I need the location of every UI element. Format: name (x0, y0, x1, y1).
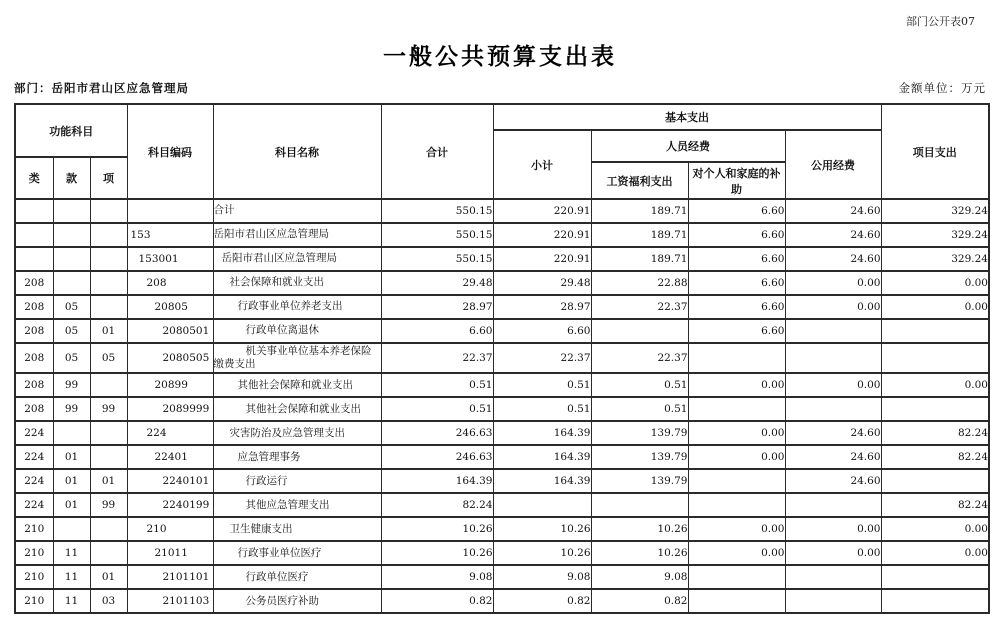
cell-subtotal: 10.26 (493, 541, 591, 565)
cell-total: 29.48 (381, 271, 493, 295)
table-row (15, 343, 989, 373)
cell-subject-name: 合计 (213, 199, 381, 223)
cell-salary-welfare: 0.51 (591, 397, 688, 421)
table-row (15, 421, 989, 445)
cell-item (90, 271, 127, 295)
cell-subject-code (127, 199, 213, 223)
header-subtotal: 小计 (493, 130, 591, 199)
cell-subject-name: 社会保障和就业支出 (213, 271, 381, 295)
table-row (15, 319, 989, 343)
cell-subtotal: 10.26 (493, 517, 591, 541)
cell-salary-welfare: 0.51 (591, 373, 688, 397)
cell-project-expenditure: 329.24 (881, 199, 989, 223)
table-row (15, 397, 989, 421)
cell-salary-welfare: 22.88 (591, 271, 688, 295)
cell-salary-welfare: 9.08 (591, 565, 688, 589)
header-salary-welfare: 工资福利支出 (591, 162, 688, 199)
cell-item: 05 (90, 343, 127, 373)
cell-section: 05 (53, 343, 90, 373)
table-row (15, 469, 989, 493)
cell-subject-name: 岳阳市君山区应急管理局 (213, 223, 381, 247)
cell-subtotal: 0.51 (493, 397, 591, 421)
table-row (15, 589, 989, 613)
cell-public-funds: 24.60 (785, 199, 881, 223)
table-body (15, 199, 989, 613)
cell-project-expenditure: 0.00 (881, 295, 989, 319)
cell-salary-welfare: 0.82 (591, 589, 688, 613)
cell-item: 99 (90, 493, 127, 517)
cell-subject-name: 卫生健康支出 (213, 517, 381, 541)
cell-total: 550.15 (381, 223, 493, 247)
header-func-subject: 功能科目 (15, 104, 127, 157)
cell-subject-name: 行政运行 (213, 469, 381, 493)
cell-public-funds (785, 493, 881, 517)
table-row (15, 271, 989, 295)
cell-category: 208 (15, 343, 53, 373)
cell-salary-welfare: 22.37 (591, 343, 688, 373)
cell-section: 99 (53, 373, 90, 397)
header-item: 项 (90, 157, 127, 199)
cell-section (53, 199, 90, 223)
cell-total: 246.63 (381, 445, 493, 469)
cell-salary-welfare: 139.79 (591, 421, 688, 445)
cell-project-expenditure: 0.00 (881, 373, 989, 397)
cell-subject-name: 其他社会保障和就业支出 (213, 397, 381, 421)
cell-subject-code: 153 (127, 223, 213, 247)
cell-subject-name: 公务员医疗补助 (213, 589, 381, 613)
cell-public-funds: 0.00 (785, 373, 881, 397)
header-subject-name: 科目名称 (213, 104, 381, 199)
cell-salary-welfare: 139.79 (591, 445, 688, 469)
cell-project-expenditure: 82.24 (881, 493, 989, 517)
cell-total: 6.60 (381, 319, 493, 343)
cell-subject-code: 21011 (127, 541, 213, 565)
cell-section: 11 (53, 541, 90, 565)
cell-total: 0.51 (381, 397, 493, 421)
cell-category (15, 199, 53, 223)
cell-public-funds: 0.00 (785, 295, 881, 319)
cell-subject-name: 应急管理事务 (213, 445, 381, 469)
table-row (15, 541, 989, 565)
cell-item (90, 199, 127, 223)
cell-subject-name: 灾害防治及应急管理支出 (213, 421, 381, 445)
cell-individual-family: 6.60 (688, 271, 785, 295)
table-row (15, 247, 989, 271)
cell-item: 01 (90, 469, 127, 493)
cell-project-expenditure (881, 565, 989, 589)
cell-individual-family (688, 469, 785, 493)
cell-salary-welfare (591, 493, 688, 517)
cell-subtotal (493, 493, 591, 517)
cell-category (15, 247, 53, 271)
cell-item (90, 421, 127, 445)
cell-subtotal: 0.82 (493, 589, 591, 613)
cell-item: 01 (90, 319, 127, 343)
cell-subject-code: 20805 (127, 295, 213, 319)
cell-item: 99 (90, 397, 127, 421)
cell-subject-code: 20899 (127, 373, 213, 397)
cell-section (53, 421, 90, 445)
cell-subject-name: 行政事业单位医疗 (213, 541, 381, 565)
cell-subject-code: 2080505 (127, 343, 213, 373)
amount-unit-label: 金额单位：万元 (898, 81, 986, 95)
cell-category: 210 (15, 541, 53, 565)
cell-category: 208 (15, 319, 53, 343)
cell-total: 246.63 (381, 421, 493, 445)
cell-individual-family: 0.00 (688, 517, 785, 541)
cell-individual-family: 6.60 (688, 295, 785, 319)
cell-salary-welfare: 139.79 (591, 469, 688, 493)
cell-project-expenditure: 329.24 (881, 247, 989, 271)
cell-subject-code: 153001 (127, 247, 213, 271)
cell-public-funds: 24.60 (785, 469, 881, 493)
table-row (15, 565, 989, 589)
header-total: 合计 (381, 104, 493, 199)
header-public-funds: 公用经费 (785, 130, 881, 199)
cell-item: 03 (90, 589, 127, 613)
cell-subject-name: 其他社会保障和就业支出 (213, 373, 381, 397)
cell-individual-family: 0.00 (688, 541, 785, 565)
cell-individual-family: 0.00 (688, 445, 785, 469)
cell-subtotal: 0.51 (493, 373, 591, 397)
cell-item: 01 (90, 565, 127, 589)
cell-category: 224 (15, 493, 53, 517)
header-subject-code: 科目编码 (127, 104, 213, 199)
cell-project-expenditure: 82.24 (881, 421, 989, 445)
cell-subject-name: 其他应急管理支出 (213, 493, 381, 517)
budget-table (14, 103, 990, 614)
cell-subject-name: 行政事业单位养老支出 (213, 295, 381, 319)
cell-project-expenditure (881, 397, 989, 421)
cell-individual-family: 6.60 (688, 319, 785, 343)
cell-individual-family (688, 397, 785, 421)
cell-section: 01 (53, 469, 90, 493)
cell-salary-welfare: 189.71 (591, 199, 688, 223)
cell-individual-family: 6.60 (688, 199, 785, 223)
header-category: 类 (15, 157, 53, 199)
cell-subtotal: 6.60 (493, 319, 591, 343)
cell-project-expenditure: 0.00 (881, 517, 989, 541)
cell-total: 28.97 (381, 295, 493, 319)
cell-public-funds: 0.00 (785, 517, 881, 541)
cell-salary-welfare: 10.26 (591, 541, 688, 565)
cell-individual-family (688, 565, 785, 589)
table-row (15, 373, 989, 397)
cell-total: 9.08 (381, 565, 493, 589)
cell-item (90, 223, 127, 247)
cell-section (53, 271, 90, 295)
cell-individual-family (688, 343, 785, 373)
cell-section: 99 (53, 397, 90, 421)
cell-individual-family (688, 589, 785, 613)
cell-subject-code: 2101101 (127, 565, 213, 589)
cell-total: 10.26 (381, 517, 493, 541)
cell-subtotal: 220.91 (493, 199, 591, 223)
cell-section: 05 (53, 319, 90, 343)
cell-salary-welfare: 22.37 (591, 295, 688, 319)
table-row (15, 445, 989, 469)
cell-category: 208 (15, 373, 53, 397)
cell-section: 01 (53, 493, 90, 517)
cell-salary-welfare: 10.26 (591, 517, 688, 541)
cell-category (15, 223, 53, 247)
cell-total: 550.15 (381, 247, 493, 271)
cell-subtotal: 29.48 (493, 271, 591, 295)
header-basic-expenditure: 基本支出 (493, 104, 881, 130)
cell-category: 224 (15, 445, 53, 469)
table-row (15, 517, 989, 541)
header-project-expenditure: 项目支出 (881, 104, 989, 199)
cell-individual-family: 6.60 (688, 247, 785, 271)
cell-individual-family (688, 493, 785, 517)
cell-total: 22.37 (381, 343, 493, 373)
table-header (15, 104, 989, 199)
cell-subject-code: 2089999 (127, 397, 213, 421)
cell-category: 224 (15, 421, 53, 445)
cell-category: 208 (15, 295, 53, 319)
table-row (15, 493, 989, 517)
cell-subject-name: 岳阳市君山区应急管理局 (213, 247, 381, 271)
cell-salary-welfare: 189.71 (591, 223, 688, 247)
cell-individual-family: 0.00 (688, 421, 785, 445)
cell-total: 0.82 (381, 589, 493, 613)
cell-total: 550.15 (381, 199, 493, 223)
cell-item (90, 373, 127, 397)
cell-subject-code: 2240101 (127, 469, 213, 493)
cell-subject-code: 2101103 (127, 589, 213, 613)
cell-item (90, 295, 127, 319)
cell-subject-code: 22401 (127, 445, 213, 469)
cell-section (53, 247, 90, 271)
cell-subject-name: 行政单位医疗 (213, 565, 381, 589)
cell-total: 10.26 (381, 541, 493, 565)
cell-public-funds (785, 343, 881, 373)
cell-public-funds: 24.60 (785, 421, 881, 445)
table-row (15, 223, 989, 247)
cell-category: 210 (15, 589, 53, 613)
cell-public-funds: 24.60 (785, 223, 881, 247)
cell-project-expenditure (881, 469, 989, 493)
cell-category: 208 (15, 397, 53, 421)
cell-subject-name: 行政单位离退休 (213, 319, 381, 343)
cell-total: 164.39 (381, 469, 493, 493)
cell-subtotal: 164.39 (493, 445, 591, 469)
department-label: 部门：岳阳市君山区应急管理局 (14, 81, 189, 95)
cell-item (90, 541, 127, 565)
cell-subject-code: 2240199 (127, 493, 213, 517)
cell-section: 05 (53, 295, 90, 319)
cell-subtotal: 164.39 (493, 421, 591, 445)
cell-public-funds: 0.00 (785, 271, 881, 295)
cell-salary-welfare (591, 319, 688, 343)
form-code-label: 部门公开表07 (906, 15, 975, 28)
cell-project-expenditure (881, 343, 989, 373)
cell-project-expenditure: 0.00 (881, 271, 989, 295)
header-individual-family: 对个人和家庭的补助 (688, 162, 785, 199)
table-row (15, 199, 989, 223)
cell-individual-family: 6.60 (688, 223, 785, 247)
cell-public-funds (785, 565, 881, 589)
cell-subtotal: 164.39 (493, 469, 591, 493)
cell-subject-code: 208 (127, 271, 213, 295)
cell-item (90, 517, 127, 541)
cell-subtotal: 22.37 (493, 343, 591, 373)
cell-category: 224 (15, 469, 53, 493)
cell-subject-code: 210 (127, 517, 213, 541)
page-title: 一般公共预算支出表 (383, 43, 617, 70)
cell-section: 11 (53, 589, 90, 613)
cell-section (53, 223, 90, 247)
cell-total: 82.24 (381, 493, 493, 517)
table-row (15, 295, 989, 319)
cell-public-funds (785, 397, 881, 421)
cell-project-expenditure: 329.24 (881, 223, 989, 247)
cell-public-funds: 0.00 (785, 541, 881, 565)
cell-item (90, 445, 127, 469)
cell-subtotal: 220.91 (493, 247, 591, 271)
info-line (14, 80, 986, 96)
cell-category: 210 (15, 517, 53, 541)
cell-subject-code: 2080501 (127, 319, 213, 343)
header-section: 款 (53, 157, 90, 199)
cell-category: 210 (15, 565, 53, 589)
cell-project-expenditure (881, 319, 989, 343)
cell-subject-code: 224 (127, 421, 213, 445)
cell-subject-name: 机关事业单位基本养老保险缴费支出 (213, 343, 381, 373)
cell-public-funds (785, 319, 881, 343)
cell-category: 208 (15, 271, 53, 295)
cell-project-expenditure: 82.24 (881, 445, 989, 469)
cell-public-funds: 24.60 (785, 445, 881, 469)
cell-section (53, 517, 90, 541)
cell-public-funds (785, 589, 881, 613)
cell-total: 0.51 (381, 373, 493, 397)
cell-project-expenditure (881, 589, 989, 613)
cell-project-expenditure: 0.00 (881, 541, 989, 565)
cell-subtotal: 220.91 (493, 223, 591, 247)
cell-section: 11 (53, 565, 90, 589)
cell-public-funds: 24.60 (785, 247, 881, 271)
cell-salary-welfare: 189.71 (591, 247, 688, 271)
cell-subtotal: 28.97 (493, 295, 591, 319)
header-personnel-funds: 人员经费 (591, 130, 785, 162)
cell-item (90, 247, 127, 271)
cell-section: 01 (53, 445, 90, 469)
cell-individual-family: 0.00 (688, 373, 785, 397)
cell-subtotal: 9.08 (493, 565, 591, 589)
